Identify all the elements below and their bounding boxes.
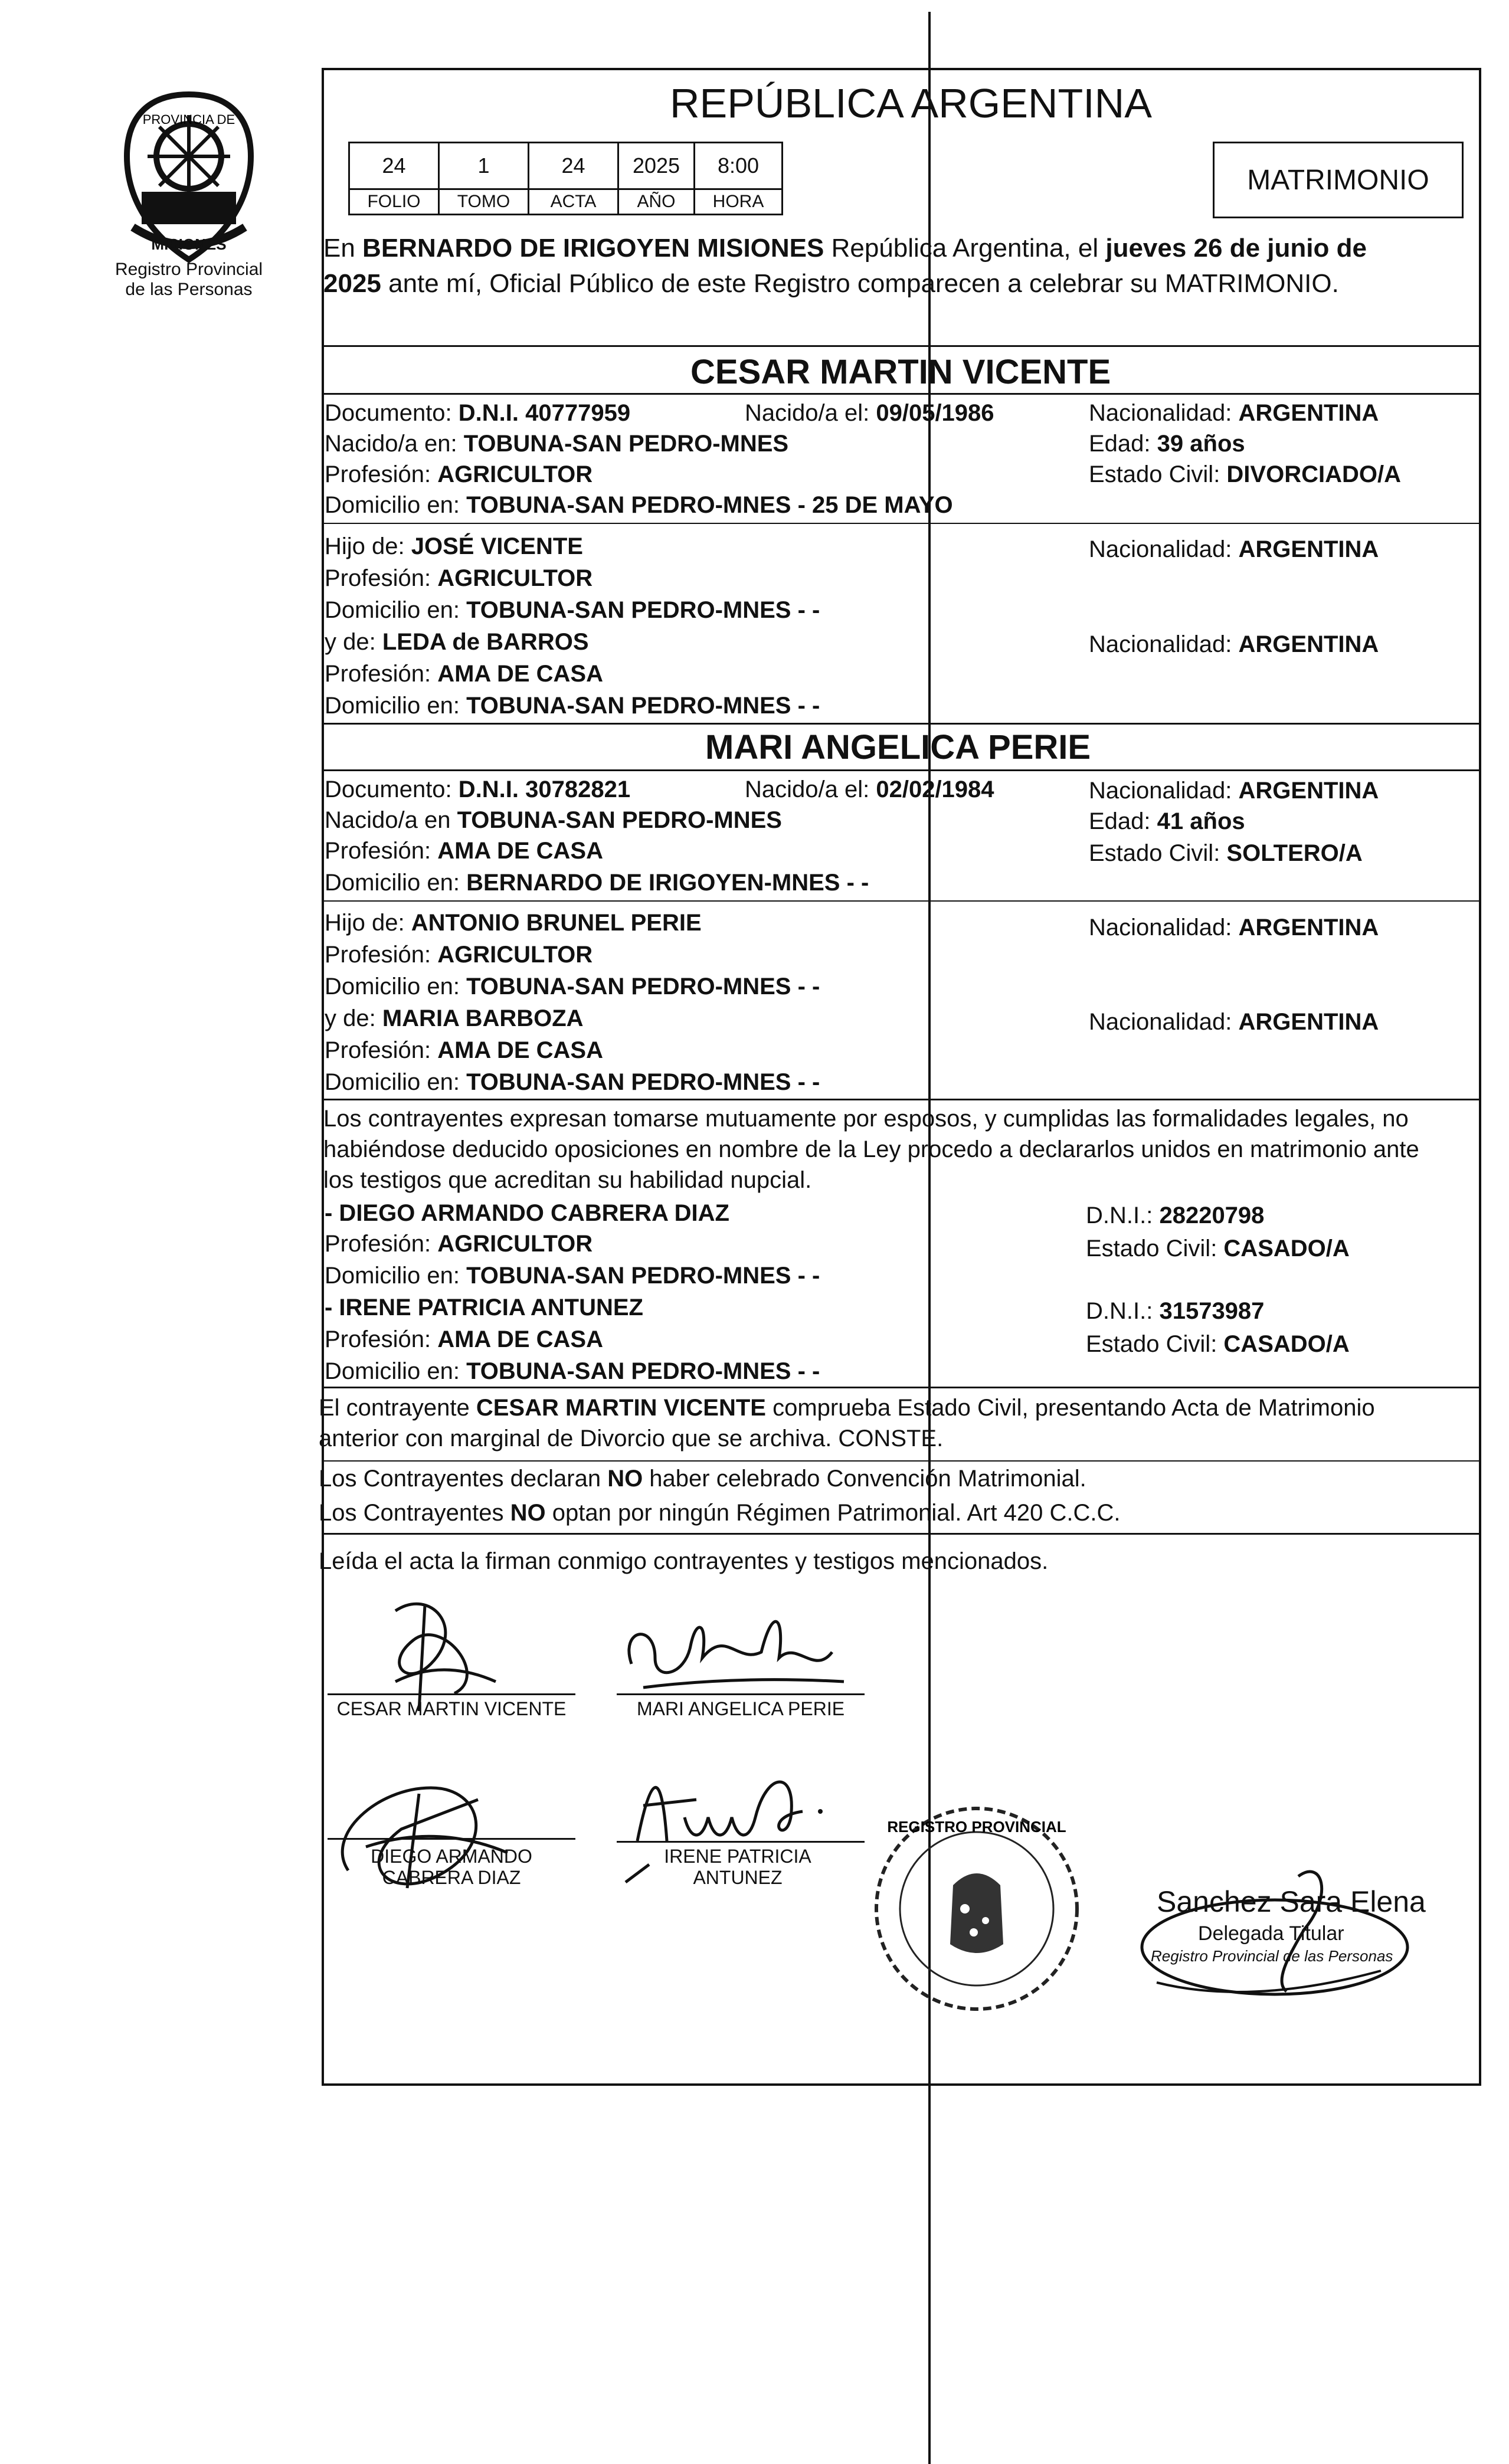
intro-line2: 2025 ante mí, Oficial Público de este Registro comparecen a celebrar su MATRIMONIO. xyxy=(323,269,1339,298)
declaration-line2: habiéndose deducido oposiciones en nombre de la Ley procedo a declararlos unidos en matrimonio ante xyxy=(323,1136,1419,1162)
record-type-box: MATRIMONIO xyxy=(1213,142,1464,218)
witness-2-name: - IRENE PATRICIA ANTUNEZ xyxy=(325,1295,643,1321)
declaration-line1: Los contrayentes expresan tomarse mutuamente por esposos, y cumplidas las formalidades legales, no xyxy=(323,1106,1409,1132)
folio-label: FOLIO xyxy=(348,188,440,215)
svg-text:REGISTRO PROVINCIAL: REGISTRO PROVINCIAL xyxy=(887,1818,1066,1836)
divider xyxy=(322,1099,1481,1100)
svg-text:PROVINCIA DE: PROVINCIA DE xyxy=(142,112,235,127)
witness-1-name: - DIEGO ARMANDO CABRERA DIAZ xyxy=(325,1200,729,1226)
note-regime: Los Contrayentes NO optan por ningún Régimen Patrimonial. Art 420 C.C.C. xyxy=(319,1500,1121,1526)
divider xyxy=(322,393,1481,395)
page-title: REPÚBLICA ARGENTINA xyxy=(670,80,1152,126)
official-title: Delegada Titular xyxy=(1198,1922,1344,1945)
divider xyxy=(322,769,1481,771)
registry-name-line1: Registro Provincial xyxy=(114,260,263,279)
hora-label: HORA xyxy=(693,188,783,215)
provincial-seal-icon xyxy=(118,91,260,263)
tomo-label: TOMO xyxy=(438,188,529,215)
acta-value: 24 xyxy=(528,142,619,190)
divider xyxy=(322,523,1481,524)
tomo-value: 1 xyxy=(438,142,529,190)
acta-label: ACTA xyxy=(528,188,619,215)
note-signing: Leída el acta la firman conmigo contrayentes y testigos mencionados. xyxy=(319,1548,1049,1574)
note-civil-status: El contrayente CESAR MARTIN VICENTE comprueba Estado Civil, presentando Acta de Matrimonio xyxy=(319,1395,1375,1421)
note-civil-status-l2: anterior con marginal de Divorcio que se archiva. CONSTE. xyxy=(319,1426,944,1451)
bride-name: MARI ANGELICA PERIE xyxy=(705,728,1091,766)
registry-name-line2: de las Personas xyxy=(125,280,253,299)
divider xyxy=(322,345,1481,347)
divider xyxy=(322,1387,1481,1388)
divider xyxy=(322,900,1481,902)
svg-text:MISIONES: MISIONES xyxy=(151,235,227,253)
hora-value: 8:00 xyxy=(693,142,783,190)
divider xyxy=(322,723,1481,725)
anio-value: 2025 xyxy=(617,142,695,190)
round-stamp-icon xyxy=(865,1797,1089,2021)
groom-name: CESAR MARTIN VICENTE xyxy=(690,353,1111,391)
anio-label: AÑO xyxy=(617,188,695,215)
official-name: Sanchez Sara Elena xyxy=(1157,1885,1426,1918)
note-convention: Los Contrayentes declaran NO haber celebrado Convención Matrimonial. xyxy=(319,1466,1086,1492)
intro-line1: En BERNARDO DE IRIGOYEN MISIONES República Argentina, el jueves 26 de junio de xyxy=(323,234,1367,263)
divider xyxy=(322,1533,1481,1535)
folio-value: 24 xyxy=(348,142,440,190)
declaration-line3: los testigos que acreditan su habilidad nupcial. xyxy=(323,1167,812,1193)
divider xyxy=(322,1460,1481,1462)
official-office: Registro Provincial de las Personas xyxy=(1151,1947,1393,1965)
